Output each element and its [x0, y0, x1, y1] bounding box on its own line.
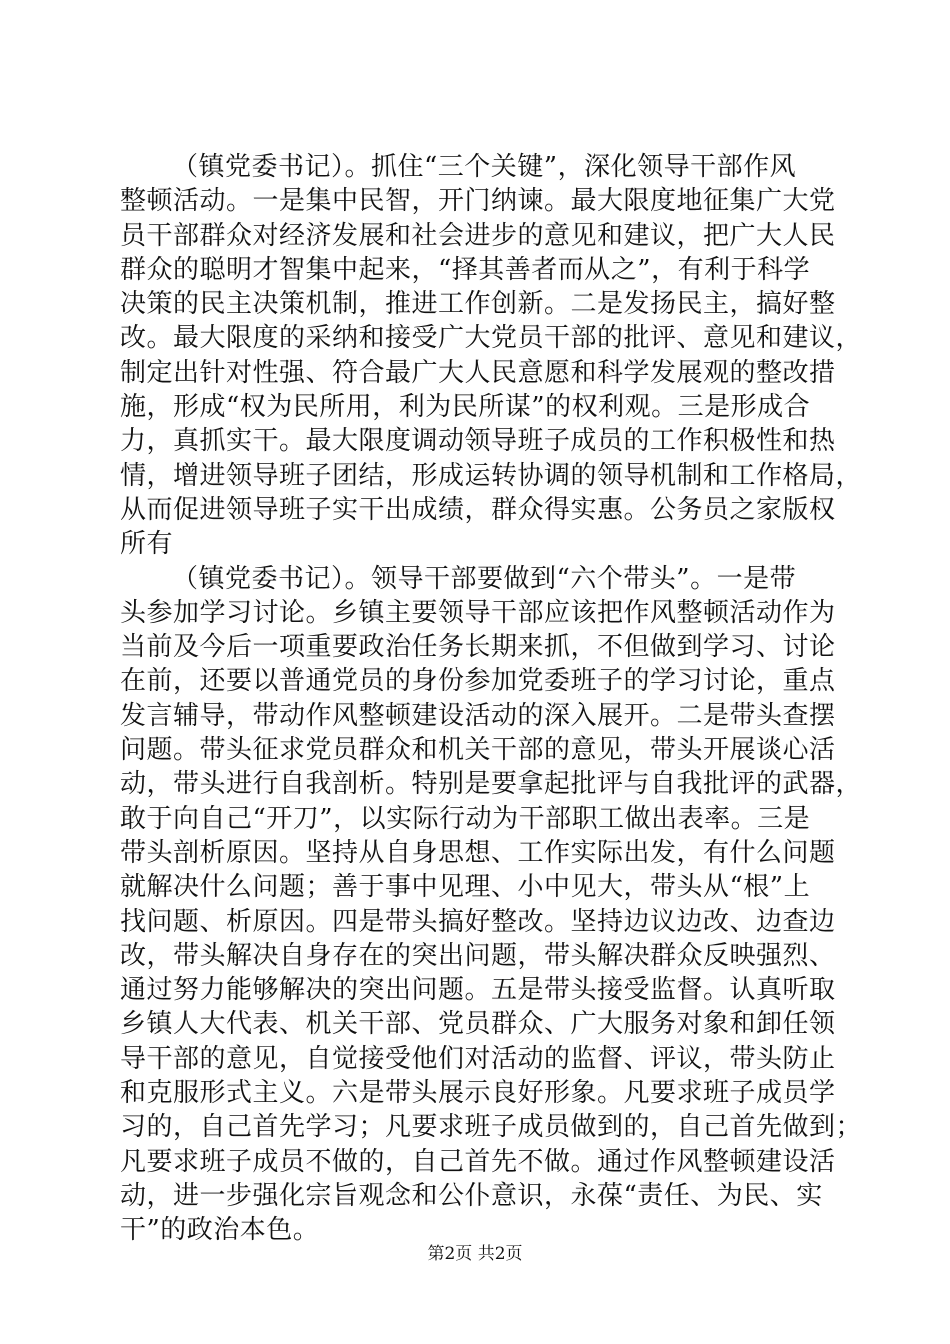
paragraph-1-line: 群众的聪明才智集中起来，“择其善者而从之”，有利于科学 — [120, 254, 811, 285]
paragraph-2-line: 习的，自己首先学习；凡要求班子成员做到的，自己首先做到； — [120, 1112, 863, 1143]
paragraph-2-line: 敢于向自己“开刀”，以实际行动为干部职工做出表率。三是 — [120, 803, 811, 834]
paragraph-2-line: 导干部的意见，自觉接受他们对活动的监督、评议，带头防止 — [120, 1043, 836, 1074]
paragraph-2-line: 带头剖析原因。坚持从自身思想、工作实际出发，有什么问题 — [120, 837, 836, 868]
paragraph-2-line: 头参加学习讨论。乡镇主要领导干部应该把作风整顿活动作为 — [120, 597, 836, 628]
paragraph-2-line: 乡镇人大代表、机关干部、党员群众、广大服务对象和卸任领 — [120, 1009, 836, 1040]
paragraph-2-line: 就解决什么问题；善于事中见理、小中见大，带头从“根”上 — [120, 872, 811, 903]
paragraph-2-line: 找问题、析原因。四是带头搞好整改。坚持边议边改、边查边 — [120, 906, 836, 937]
paragraph-1-line: 员干部群众对经济发展和社会进步的意见和建议，把广大人民 — [120, 220, 836, 251]
paragraph-1-line: 决策的民主决策机制，推进工作创新。二是发扬民主，搞好整 — [120, 289, 836, 320]
paragraph-1-line: 制定出针对性强、符合最广大人民意愿和科学发展观的整改措 — [120, 357, 836, 388]
paragraph-2-line: 改，带头解决自身存在的突出问题，带头解决群众反映强烈、 — [120, 940, 836, 971]
paragraph-2-line: 通过努力能够解决的突出问题。五是带头接受监督。认真听取 — [120, 975, 836, 1006]
paragraph-2-line: 问题。带头征求党员群众和机关干部的意见，带头开展谈心活 — [120, 735, 836, 766]
paragraph-1-line: 施，形成“权为民所用，利为民所谋”的权利观。三是形成合 — [120, 392, 811, 423]
paragraph-1-line: 从而促进领导班子实干出成绩，群众得实惠。公务员之家版权 — [120, 494, 836, 525]
page-number-footer: 第2页 共2页 — [427, 1244, 523, 1264]
paragraph-2-line: 凡要求班子成员不做的，自己首先不做。通过作风整顿建设活 — [120, 1146, 836, 1177]
paragraph-2-line: 干”的政治本色。 — [120, 1215, 320, 1246]
body-text — [120, 150, 863, 1248]
paragraph-2-line: 动，进一步强化宗旨观念和公仆意识，永葆“责任、为民、实 — [120, 1180, 823, 1211]
paragraph-2-line: 当前及今后一项重要政治任务长期来抓，不但做到学习、讨论 — [120, 632, 836, 663]
paragraph-2-line: （镇党委书记）。领导干部要做到“六个带头”。一是带 — [172, 563, 797, 594]
paragraph-1-line: 整顿活动。一是集中民智，开门纳谏。最大限度地征集广大党 — [120, 186, 836, 217]
paragraph-1-line: 力，真抓实干。最大限度调动领导班子成员的工作积极性和热 — [120, 426, 836, 457]
paragraph-1-line: 所有 — [120, 529, 174, 560]
paragraph-2-line: 动，带头进行自我剖析。特别是要拿起批评与自我批评的武器， — [120, 769, 863, 800]
paragraph-2-line: 在前，还要以普通党员的身份参加党委班子的学习讨论，重点 — [120, 666, 836, 697]
paragraph-1-line: 情，增进领导班子团结，形成运转协调的领导机制和工作格局， — [120, 460, 863, 491]
paragraph-2-line: 和克服形式主义。六是带头展示良好形象。凡要求班子成员学 — [120, 1078, 836, 1109]
paragraph-1-line: （镇党委书记）。抓住“三个关键”，深化领导干部作风 — [172, 152, 797, 182]
paragraph-1-line: 改。最大限度的采纳和接受广大党员干部的批评、意见和建议， — [120, 323, 863, 354]
paragraph-2-line: 发言辅导，带动作风整顿建设活动的深入展开。二是带头查摆 — [120, 700, 836, 731]
